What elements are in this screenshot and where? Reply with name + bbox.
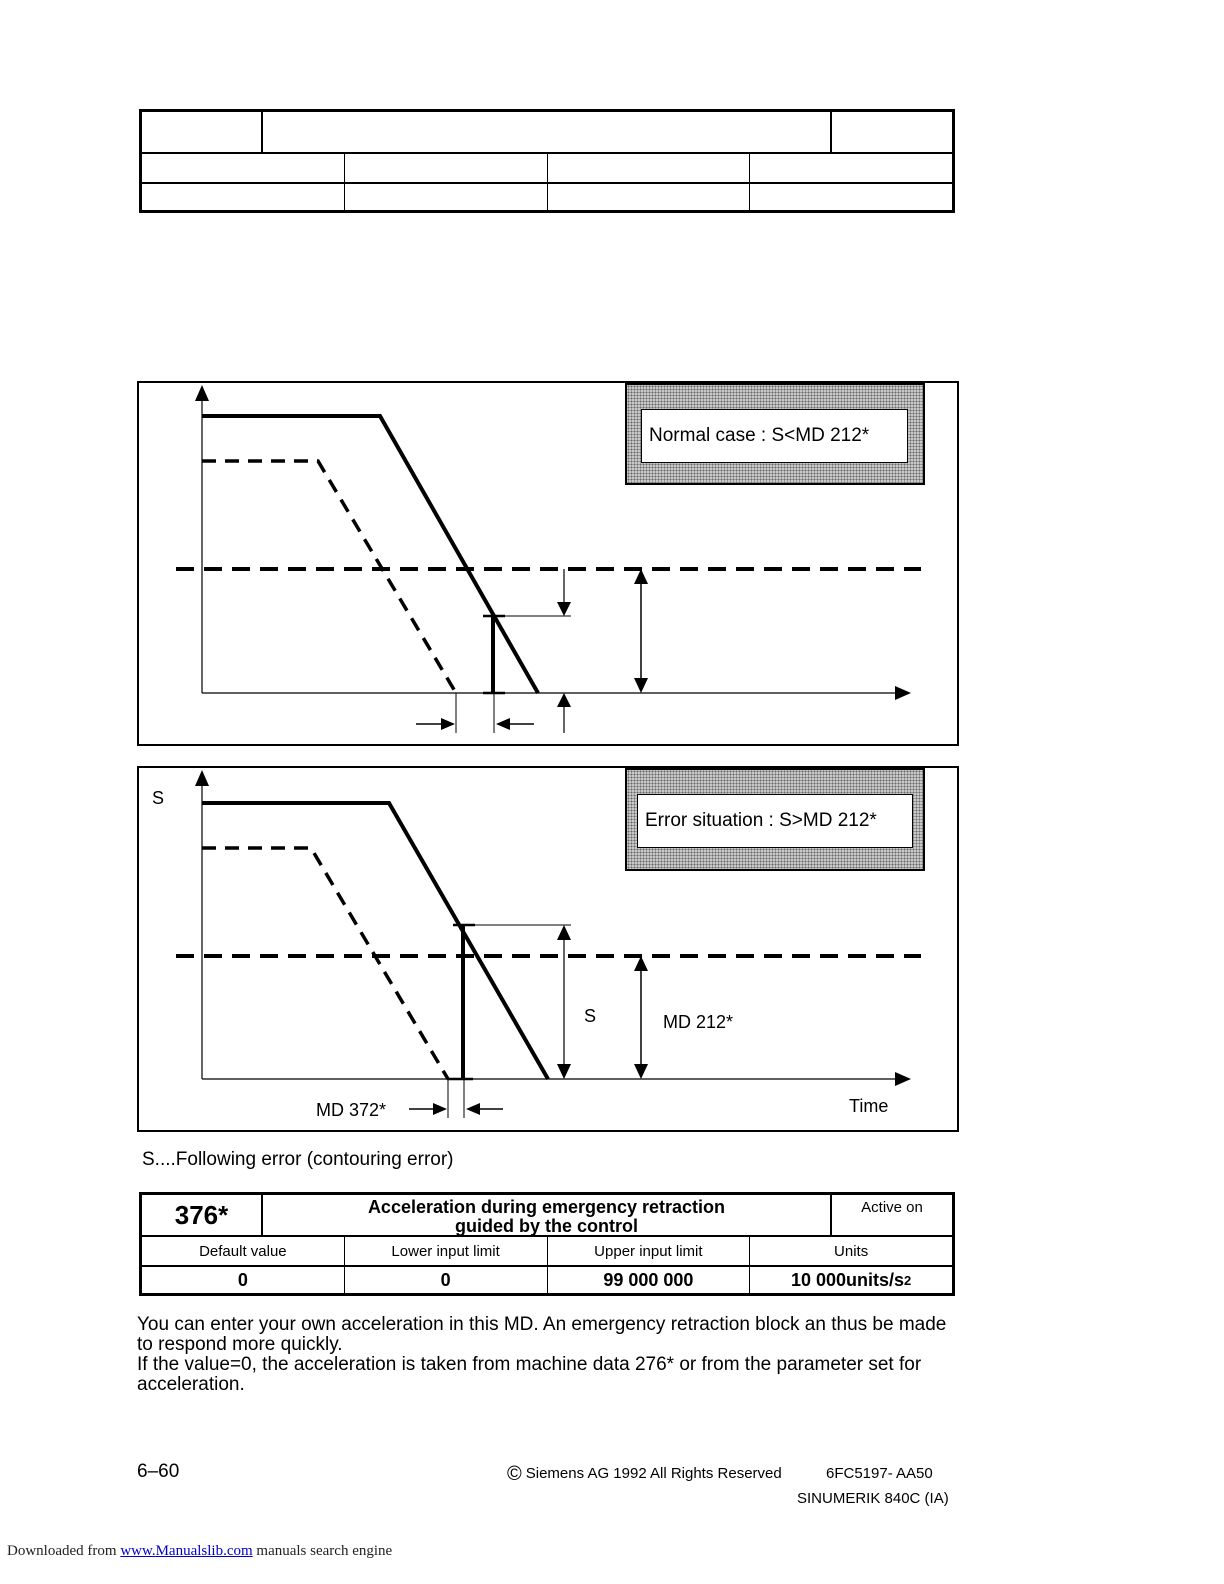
md-title (263, 1195, 832, 1235)
md-table-376 (139, 1192, 955, 1296)
md212-arrow-down (634, 678, 648, 693)
download-watermark (7, 1543, 392, 1560)
md-header-cell (345, 154, 548, 182)
md212-arrow-up (634, 569, 648, 584)
md-value-cell (142, 184, 345, 210)
s-arrow-down (557, 1064, 571, 1079)
md212-label: MD 212* (663, 1012, 734, 1032)
md-header-lower: Lower input limit (345, 1237, 548, 1265)
x-axis-arrow (895, 1072, 911, 1086)
actual-position-line (202, 803, 548, 1079)
md-title-line2: guided by the control (455, 1216, 638, 1236)
x-axis-arrow (895, 686, 911, 700)
y-axis-arrow (195, 770, 209, 786)
body-paragraph-1: You can enter your own acceleration in this MD. An emergency retraction block an thus be made to respond more quickly. (137, 1314, 947, 1355)
body-paragraph-2: If the value=0, the acceleration is taken from machine data 276* or from the parameter set for acceleration. (137, 1354, 922, 1395)
legend-normal-text: Normal case : S<MD 212* (641, 409, 908, 463)
page-number: 6–60 (137, 1461, 180, 1482)
md-table-title-row (142, 1195, 952, 1237)
diagram-normal-case (137, 381, 959, 746)
legend-error-text: Error situation : S>MD 212* (637, 794, 913, 848)
md212-arrow-up (634, 956, 648, 971)
md-table-title-row (142, 112, 952, 154)
md-active-on: Active on (861, 1199, 923, 1216)
watermark-suffix: manuals search engine (252, 1543, 393, 1559)
manualslib-link[interactable]: www.Manualslib.com (120, 1543, 253, 1559)
md-number (142, 112, 263, 152)
md212-arrow-down (634, 1064, 648, 1079)
md-header-cell (548, 154, 751, 182)
md-value-cell (750, 184, 952, 210)
copyright-symbol: © (507, 1463, 522, 1485)
md-header-cell (750, 154, 952, 182)
units-text: 10 000units/s (790, 1269, 905, 1290)
s-arrow-down (557, 602, 571, 616)
y-axis-label: S (152, 788, 165, 808)
copyright (507, 1463, 782, 1486)
copyright-text: Siemens AG 1992 All Rights Reserved (525, 1465, 782, 1482)
order-code: 6FC5197- AA50 (826, 1465, 933, 1482)
md-value-row (142, 1267, 952, 1293)
setpoint-line (202, 461, 456, 693)
md-number: 376* (142, 1195, 263, 1235)
y-axis-arrow (195, 385, 209, 401)
s-arrow-up (557, 925, 571, 940)
md372-label: MD 372* (316, 1100, 387, 1120)
md-value-cell (548, 184, 751, 210)
s-arrow-up (557, 693, 571, 707)
md-value-default: 0 (142, 1267, 345, 1293)
watermark-prefix: Downloaded from (7, 1543, 121, 1559)
legend-normal-case (625, 383, 925, 485)
md372-arrow-right (466, 1103, 480, 1115)
md-value-upper: 99 000 000 (548, 1267, 751, 1293)
md-table-previous (139, 109, 955, 213)
md-title (263, 112, 832, 152)
md-value-cell (345, 184, 548, 210)
md-header-row (142, 154, 952, 184)
md-header-units: Units (834, 1242, 869, 1260)
body-text (137, 1315, 957, 1395)
md372-arrow-left (433, 1103, 447, 1115)
md-header-row (142, 1237, 952, 1267)
actual-position-line (202, 416, 538, 693)
s-label: S (584, 1006, 597, 1026)
md-active-on (832, 112, 952, 152)
diagram-error-situation (137, 766, 959, 1132)
md-value-lower: 0 (345, 1267, 548, 1293)
md-value-units (750, 1267, 952, 1293)
md372-arrow-left (441, 718, 455, 730)
md-header-upper: Upper input limit (548, 1237, 751, 1265)
product-name: SINUMERIK 840C (IA) (797, 1490, 949, 1507)
figure-caption: S....Following error (contouring error) (142, 1149, 454, 1170)
md-header-cell (142, 154, 345, 182)
setpoint-line (202, 848, 448, 1079)
units-superscript: 2 (904, 1272, 912, 1288)
legend-error-situation (625, 768, 925, 871)
md-value-row (142, 184, 952, 210)
md-header-default: Default value (142, 1237, 345, 1265)
md372-arrow-right (496, 718, 510, 730)
x-axis-label: Time (849, 1096, 889, 1116)
md-title-line1: Acceleration during emergency retraction (367, 1197, 726, 1217)
